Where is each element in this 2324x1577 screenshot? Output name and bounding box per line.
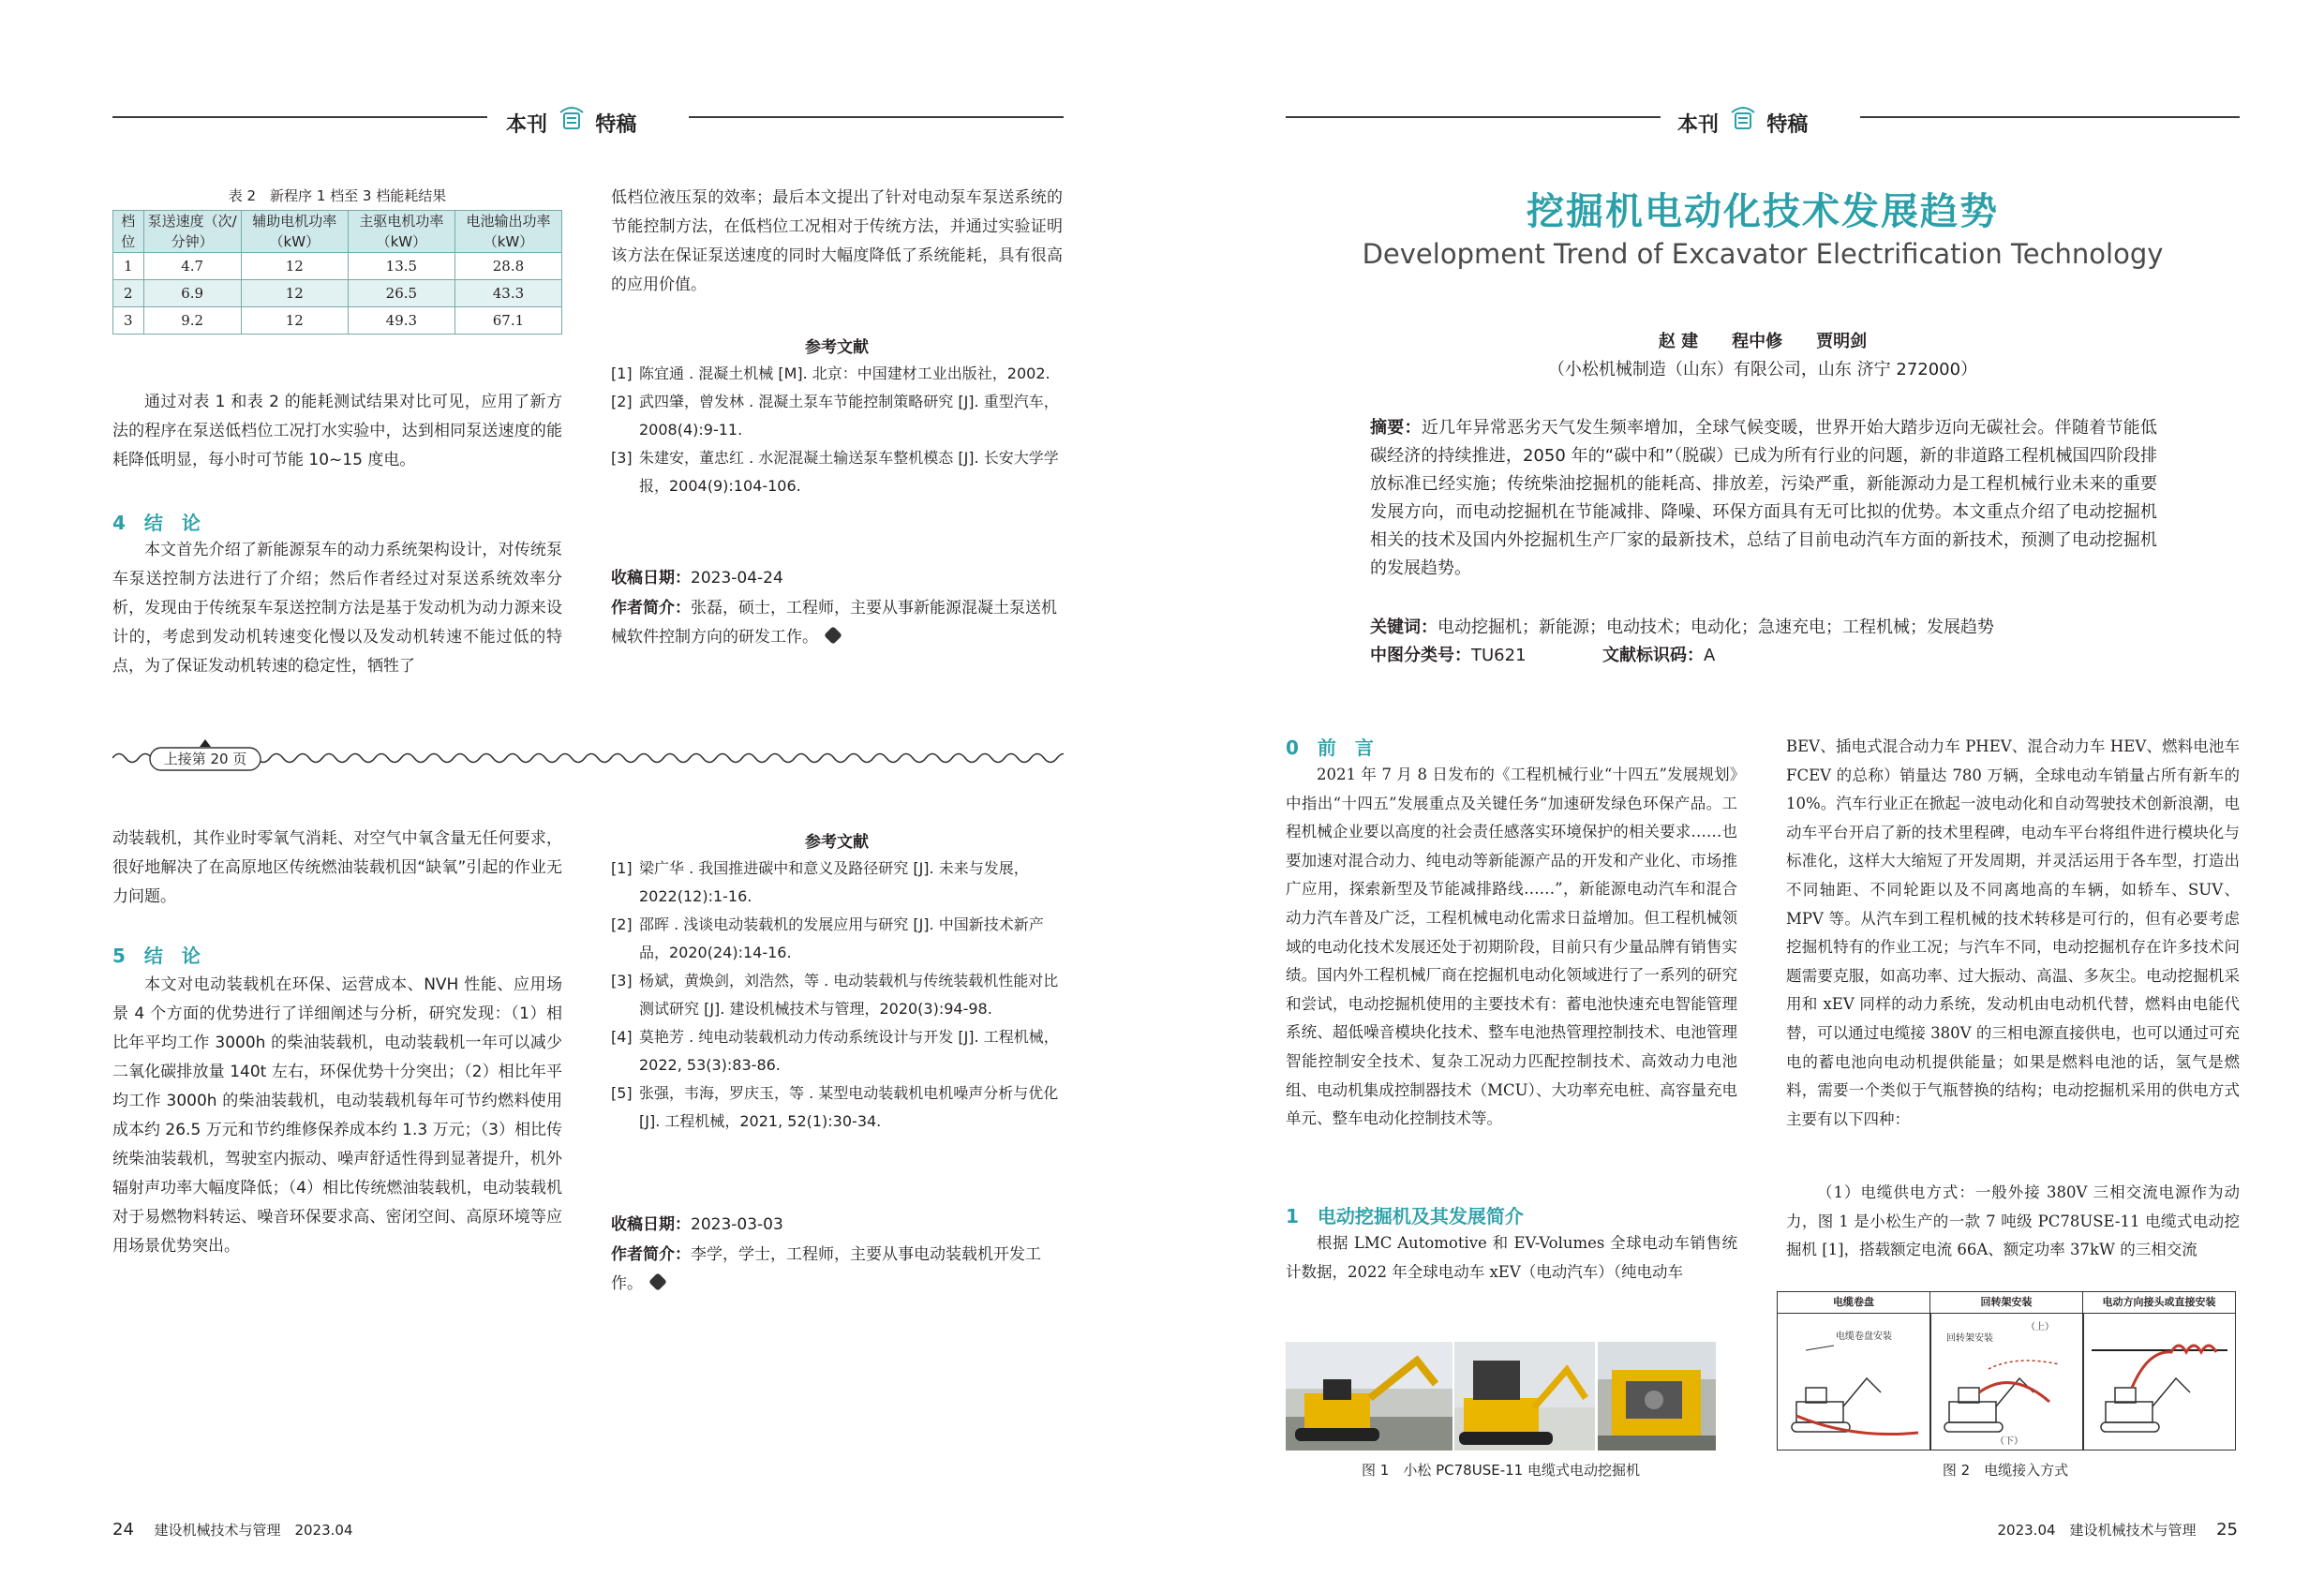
figure-2-label: （下） — [1995, 1436, 2023, 1447]
authors: 赵 建 程中修 贾明剑 — [1658, 332, 1868, 351]
reference-item: [2] 邵晖 . 浅谈电动装载机的发展应用与研究 [J]. 中国新技术新产品，2020(24):14-16. — [611, 915, 1044, 961]
table-cell: 6.9 — [143, 280, 241, 307]
table-cell: 12 — [241, 307, 348, 335]
reference-item: [5] 张强，韦海，罗庆玉，等 . 某型电动装载机电机噪声分析与优化 [J]. 工程机械，2021, 52(1):30-34. — [611, 1084, 1059, 1130]
paragraph: 2021 年 7 月 8 日发布的《工程机械行业“十四五”发展规划》中指出“十四五”发展重点及关键任务“加速研发绿色环保产品。工程机械企业要以高度的社会责任感落实环境保护的相关要求……也要加速对混合动力、纯电动等新能源产品的开发和产业化、市场推广应用，探索新型及节能减排路线……”，新能源电动汽车和混合动力汽车普及广泛，工程机械电动化需求日益增加。但工程机械领域的电动化技术发展还处于初期阶段，目前只有少量品牌有销售实绩。国内外工程机械厂商在挖掘机电动化领域进行了一系列的研究和尝试，电动挖掘机使用的主要技术有：蓄电池快速充电智能管理系统、超低噪音模块化技术、整车电池热管理控制技术、电池管理智能控制安全技术、复杂工况动力匹配控制技术、高效动力电池组、电动机集成控制器技术（MCU）、大功率充电桩、高容量充电单元、整车电动化控制技术等。 — [1286, 766, 1737, 1128]
footer-right — [1998, 1520, 2239, 1540]
table-caption: 表 2 新程序 1 档至 3 档能耗结果 — [228, 187, 447, 204]
table-cell: 43.3 — [454, 280, 561, 307]
book-icon — [1726, 103, 1760, 137]
references-title: 参考文献 — [805, 338, 869, 357]
figure-2-header — [1778, 1292, 2235, 1314]
article-title-en: Development Trend of Excavator Electrification Technology — [1362, 238, 2164, 270]
table-header: 泵送速度（次/分钟） — [143, 211, 241, 253]
table-cell: 4.7 — [143, 253, 241, 280]
table-cell: 3 — [113, 307, 144, 335]
footer-left — [112, 1520, 353, 1540]
table-header: 电池输出功率（kW） — [454, 211, 561, 253]
section-title: 4 结 论 — [112, 512, 201, 534]
paragraph: 动装载机，其作业时零氧气消耗、对空气中氧含量无任何要求，很好地解决了在高原地区传统燃油装载机因“缺氧”引起的作业无力问题。 — [112, 829, 562, 906]
energy-table — [112, 210, 562, 335]
brand-text-left-r: 本刊 — [1677, 113, 1720, 137]
table-cell: 2 — [113, 280, 144, 307]
paragraph: 本文对电动装载机在环保、运营成本、NVH 性能、应用场景 4 个方面的优势进行了详细阐述与分析，研究发现：（1）相比年平均工作 3000h 的柴油装载机，电动装载机一年可以减少二氧化碳排放量 140t 左右，环保优势十分突出；（2）相比年平均工作 3000h 的柴油装载机，电动装载机每年可节约燃料使用成本约 26.5 万元和节约维修保养成本约 1.3 万元；（3）相比传统柴油装载机，驾驶室内振动、噪声舒适性得到显著提升，机外辐射声功率大幅度降低；（4）相比传统燃油装载机，电动装载机对于易燃物料转运、噪音环保要求高、密闭空间、高原环境等应用场景优势突出。 — [112, 975, 562, 1256]
header-brand-left — [506, 103, 636, 138]
reference-item: [2] 武四肇，曾发林 . 混凝土泵车节能控制策略研究 [J]. 重型汽车，2008(4):9-11. — [611, 393, 1059, 439]
paragraph: 根据 LMC Automotive 和 EV-Volumes 全球电动车销售统计数据，2022 年全球电动车 xEV（电动汽车）（纯电动车 — [1286, 1234, 1737, 1281]
affiliation: （小松机械制造（山东）有限公司，山东 济宁 272000） — [1547, 360, 1978, 379]
table-row — [113, 280, 562, 307]
header-rule-left-a — [112, 116, 487, 118]
reference-item: [3] 杨斌，黄焕剑，刘浩然，等 . 电动装载机与传统装载机性能对比测试研究 [J]. 建设机械技术与管理，2020(3):94-98. — [611, 972, 1059, 1018]
figure-1-photo-left — [1286, 1342, 1452, 1451]
end-mark-icon — [649, 1272, 668, 1291]
references-list — [611, 855, 1063, 1136]
classification: 中图分类号：TU621 文献标识码：A — [1370, 646, 1716, 665]
reference-item: [1] 梁广华 . 我国推进碳中和意义及路径研究 [J]. 未来与发展，2022(12):1-16. — [611, 859, 1029, 905]
page-number: 24 — [112, 1520, 134, 1540]
figure-1-caption: 图 1 小松 PC78USE-11 电缆式电动挖掘机 — [1362, 1462, 1640, 1479]
reference-item: [4] 莫艳芳 . 纯电动装载机动力传动系统设计与开发 [J]. 工程机械，2022, 53(3):83-86. — [611, 1028, 1059, 1074]
brand-text-right: 特稿 — [595, 113, 637, 137]
paragraph: 低档位液压泵的效率；最后本文提出了针对电动泵车泵送系统的节能控制方法，在低档位工况相对于传统方法，并通过实验证明该方法在保证泵送速度的同时大幅度降低了系统能耗，具有很高的应用价值。 — [611, 188, 1063, 294]
table-header: 档位 — [113, 211, 144, 253]
table-cell: 49.3 — [348, 307, 454, 335]
table-cell: 26.5 — [348, 280, 454, 307]
author-bio: 作者简介：李学，学士，工程师，主要从事电动装载机开发工作。 — [611, 1245, 1041, 1293]
reference-item: [1] 陈宜通 . 混凝土机械 [M]. 北京：中国建材工业出版社，2002. — [611, 364, 1050, 382]
references-title: 参考文献 — [805, 833, 869, 852]
keywords: 关键词：电动挖掘机；新能源；电动技术；电动化；急速充电；工程机械；发展趋势 — [1370, 617, 1994, 637]
table-row — [113, 307, 562, 335]
table-cell: 12 — [241, 253, 348, 280]
end-mark-icon — [825, 626, 843, 645]
table-cell: 12 — [241, 280, 348, 307]
paragraph: （1）电缆供电方式：一般外接 380V 三相交流电源作为动力，图 1 是小松生产的一款 7 吨级 PC78USE-11 电缆式电动挖掘机 [1]，搭载额定电流 66A、额定功率 37kW 的三相交流 — [1786, 1183, 2240, 1259]
figure-2-diagram — [1777, 1291, 2236, 1451]
book-icon — [555, 103, 588, 137]
reference-item: [3] 朱建安，董忠红 . 水泥混凝土输送泵车整机模态 [J]. 长安大学学报，2004(9):104-106. — [611, 449, 1059, 495]
figure-2-header-cell: 电缆卷盘 — [1778, 1292, 1930, 1313]
figure-2-label: （上） — [2026, 1322, 2054, 1332]
figure-1-photo-right — [1598, 1342, 1716, 1451]
paragraph: 本文首先介绍了新能源泵车的动力系统架构设计，对传统泵车泵送控制方法进行了介绍；然后作者经过对泵送系统效率分析，发现由于传统泵车泵送控制方法是基于发动机为动力源来设计的，考虑到发动机转速变化慢以及发动机转速不能过低的特点，为了保证发动机转速的稳定性，牺牲了 — [112, 541, 562, 676]
references-list — [611, 360, 1063, 500]
figure-1-photo-center — [1454, 1342, 1595, 1451]
paragraph: BEV、插电式混合动力车 PHEV、混合动力车 HEV、燃料电池车 FCEV 的总称）销量达 780 万辆，全球电动车销量占所有新车的 10%。汽车行业正在掀起一波电动化和自动驾驶技术创新浪潮，电动车平台开启了新的技术里程碑，电动车平台将组件进行模块化与标准化，这样大大缩短了开发周期，并灵活运用于各车型，打造出不同轴距、不同轮距以及不同离地高的车辆，如轿车、SUV、MPV 等。从汽车到工程机械的技术转移是可行的，但有必要考虑挖掘机特有的作业工况；与汽车不同，电动挖掘机存在许多技术问题需要克服，如高功率、过大振动、高温、多灰尘。电动挖掘机采用和 xEV 同样的动力系统，发动机由电动机代替，燃料由电能代替，可以通过电缆接 380V 的三相电源直接供电，也可以通过可充电的蓄电池向电动机提供能量；如果是燃料电池的话，氢气是燃料，需要一个类似于气瓶替换的结构；电动挖掘机采用的供电方式主要有以下四种： — [1786, 737, 2240, 1128]
journal-name: 建设机械技术与管理 2023.04 — [154, 1522, 353, 1539]
paragraph: 通过对表 1 和表 2 的能耗测试结果对比可见，应用了新方法的程序在泵送低档位工况打水实验中，达到相同泵送速度的能耗降低明显，每小时可节能 10~15 度电。 — [112, 393, 562, 469]
page-number: 25 — [2216, 1520, 2238, 1540]
figure-2-header-cell: 回转架安装 — [1930, 1292, 2083, 1313]
figure-2-label: 电缆卷盘安装 — [1836, 1332, 1892, 1342]
header-rule-left-b — [689, 116, 1064, 118]
author-bio: 作者简介：张磊，硕士，工程师，主要从事新能源混凝土泵送机械软件控制方向的研发工作。 — [611, 599, 1057, 647]
table-cell: 1 — [113, 253, 144, 280]
journal-name: 2023.04 建设机械技术与管理 — [1997, 1522, 2197, 1539]
received-date: 收稿日期：2023-03-03 — [611, 1215, 783, 1234]
figure-2-caption: 图 2 电缆接入方式 — [1942, 1462, 2069, 1479]
table-cell: 9.2 — [143, 307, 241, 335]
section-title: 0 前 言 — [1286, 736, 1374, 759]
table-header: 辅助电机功率（kW） — [241, 211, 348, 253]
brand-text-right-r: 特稿 — [1766, 113, 1809, 137]
table-cell: 67.1 — [454, 307, 561, 335]
table-cell: 28.8 — [454, 253, 561, 280]
section-title: 5 结 论 — [112, 945, 201, 967]
header-rule-right-a — [1286, 116, 1661, 118]
table-cell: 13.5 — [348, 253, 454, 280]
table-row — [113, 253, 562, 280]
brand-text-left: 本刊 — [506, 113, 548, 137]
continued-from-label: 上接第 20 页 — [163, 751, 247, 767]
article-title-cn: 挖掘机电动化技术发展趋势 — [1527, 190, 1999, 233]
section-title: 1 电动挖掘机及其发展简介 — [1286, 1205, 1524, 1227]
header-brand-right — [1677, 103, 1808, 138]
header-rule-right-b — [1860, 116, 2240, 118]
abstract: 摘要：近几年异常恶劣天气发生频率增加，全球气候变暖，世界开始大踏步迈向无碳社会。伴随着节能低碳经济的持续推进，2050 年的“碳中和”（脱碳）已成为所有行业的问题，新的非道路工程机械国四阶段排放标准已经实施；传统柴油挖掘机的能耗高、排放差，污染严重，新能源动力是工程机械行业未来的重要发展方向，而电动挖掘机在节能减排、降噪、环保方面具有无可比拟的优势。本文重点介绍了电动挖掘机相关的技术及国内外挖掘机生产厂家的最新技术，总结了目前电动汽车方面的新技术，预测了电动挖掘机的发展趋势。 — [1370, 418, 2158, 578]
figure-2-header-cell: 电动方向接头或直接安装 — [2102, 1296, 2216, 1308]
table-header: 主驱电机功率（kW） — [348, 211, 454, 253]
figure-2-label: 回转架安装 — [1946, 1333, 1993, 1344]
received-date: 收稿日期：2023-04-24 — [611, 569, 783, 588]
